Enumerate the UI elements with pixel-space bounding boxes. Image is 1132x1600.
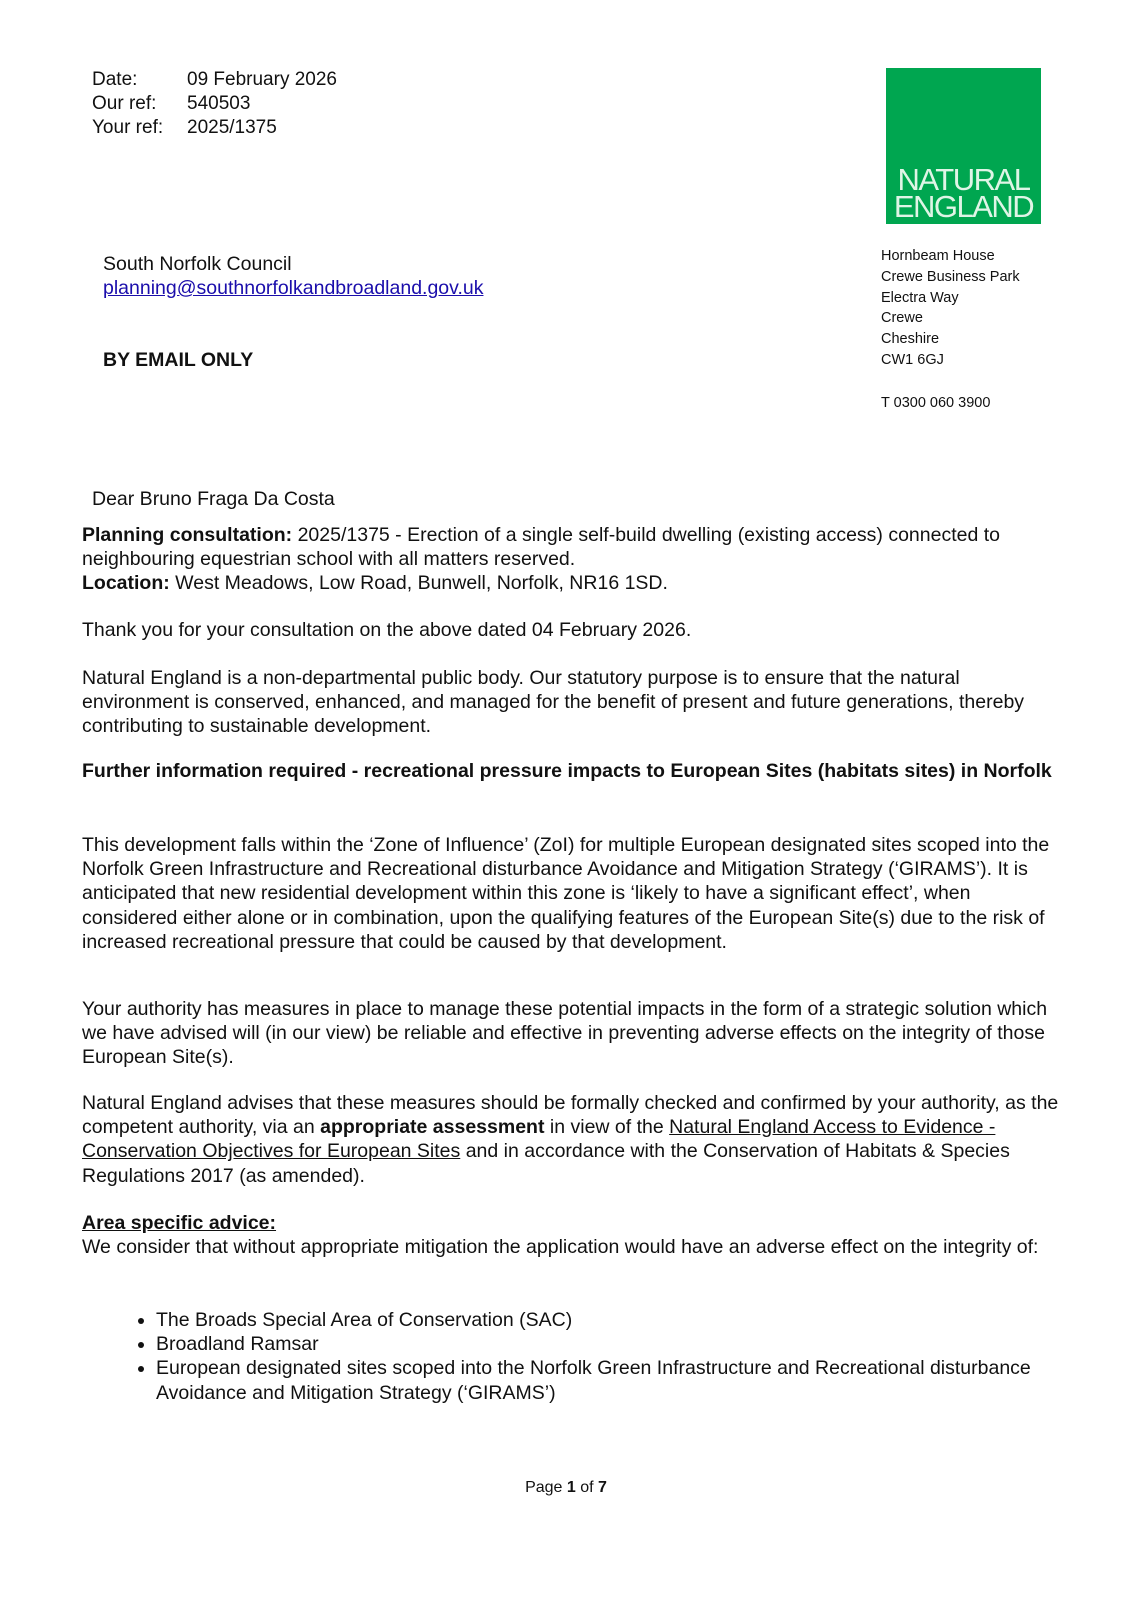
zoi-paragraph: This development falls within the ‘Zone of Influence’ (ZoI) for multiple European designated sites scoped into the Norfolk Green Infrastructure and Recreational disturbance Avoidance and Mitigation Strategy (‘GIRAMS’). It is anticipated that new residential development within this zone is ‘likely to have a significant effect’, when considered either alone or in combination, upon the qualifying features of the European Site(s) due to the risk of increased recreational pressure that could be caused by that development. xyxy=(82,834,1050,953)
salutation: Dear Bruno Fraga Da Costa xyxy=(92,488,335,510)
our-ref-row xyxy=(92,92,337,116)
natural-england-logo xyxy=(886,68,1041,224)
list-item: • Broadland Ramsar xyxy=(156,1332,1062,1356)
location-label: Location: xyxy=(82,572,170,595)
logo-line-2: ENGLAND xyxy=(893,189,1034,224)
location-line xyxy=(82,571,1062,595)
page-total: 7 xyxy=(598,1479,607,1496)
thanks-paragraph: Thank you for your consultation on the above dated 04 February 2026. xyxy=(82,619,692,641)
advice-text-2: in view of the xyxy=(544,1116,670,1139)
sites-list-block xyxy=(82,1308,1062,1405)
area-advice-intro: We consider that without appropriate mitigation the application would have an adverse effect on the integrity of: xyxy=(82,1236,1039,1259)
phone-number: T 0300 060 3900 xyxy=(881,394,991,411)
advice-text-1: Natural England advises that these measures should be formally checked and confirmed by your authority, as the competent authority, via an xyxy=(82,1092,1059,1139)
delivery-method: BY EMAIL ONLY xyxy=(103,349,254,371)
address-line: Crewe xyxy=(881,310,923,327)
advice-paragraph xyxy=(82,1091,1062,1188)
page-current: 1 xyxy=(566,1479,576,1496)
date-label: Date: xyxy=(92,69,138,90)
area-advice-heading: Area specific advice: xyxy=(82,1212,277,1234)
recipient-email-link[interactable]: planning@southnorfolkandbroadland.gov.uk xyxy=(103,277,484,299)
date-value: 09 February 2026 xyxy=(187,69,337,90)
sites-list xyxy=(82,1308,1062,1405)
your-ref-label: Your ref: xyxy=(92,117,164,138)
our-ref-value: 540503 xyxy=(187,93,251,114)
consultation-text: 2025/1375 - Erection of a single self-build dwelling (existing access) connected to neighbouring equestrian school with all matters reserved. xyxy=(82,524,1000,571)
page-mid: of xyxy=(575,1479,599,1496)
address-line: CW1 6GJ xyxy=(881,351,944,368)
location-text: West Meadows, Low Road, Bunwell, Norfolk, NR16 1SD. xyxy=(169,572,668,595)
address-line: Hornbeam House xyxy=(881,248,995,264)
conservation-objectives-link[interactable]: Natural England Access to Evidence - Conservation Objectives for European Sites xyxy=(82,1116,996,1163)
area-advice-block xyxy=(82,1211,1062,1259)
intro-paragraph: Natural England is a non-departmental public body. Our statutory purpose is to ensure that the natural environment is conserved, enhanced, and managed for the benefit of present and future generations, thereby contributing to sustainable development. xyxy=(82,667,1025,738)
list-item: • European designated sites scoped into the Norfolk Green Infrastructure and Recreational disturbance Avoidance and Mitigation Strategy (‘GIRAMS’) xyxy=(156,1356,1062,1404)
authority-paragraph: Your authority has measures in place to manage these potential impacts in the form of a strategic solution which we have advised will (in our view) be reliable and effective in preventing adverse effects on the integrity of those European Site(s). xyxy=(82,998,1048,1069)
sender-address xyxy=(881,246,1020,414)
consultation-line xyxy=(82,523,1062,571)
your-ref-row xyxy=(92,116,337,140)
address-line: Crewe Business Park xyxy=(881,268,1020,285)
consultation-label: Planning consultation: xyxy=(82,524,293,546)
appropriate-assessment-bold: appropriate assessment xyxy=(320,1116,545,1139)
advice-text-3: and in accordance with the Conservation of Habitats & Species Regulations 2017 (as amended). xyxy=(82,1140,1010,1187)
logo-line-1: NATURAL xyxy=(897,162,1030,197)
recipient-block xyxy=(103,252,483,300)
consultation-block xyxy=(82,523,1062,596)
your-ref-value: 2025/1375 xyxy=(187,117,277,138)
page-number xyxy=(0,1479,1132,1497)
letter-meta xyxy=(92,68,337,140)
date-row xyxy=(92,68,337,92)
our-ref-label: Our ref: xyxy=(92,93,157,114)
address-line: Cheshire xyxy=(881,331,940,348)
address-line: Electra Way xyxy=(881,289,959,306)
list-item: • The Broads Special Area of Conservation (SAC) xyxy=(156,1308,1062,1332)
section-heading: Further information required - recreational pressure impacts to European Sites (habitats sites) in Norfolk xyxy=(82,760,1052,782)
recipient-name: South Norfolk Council xyxy=(103,253,292,275)
page-prefix: Page xyxy=(525,1479,567,1496)
